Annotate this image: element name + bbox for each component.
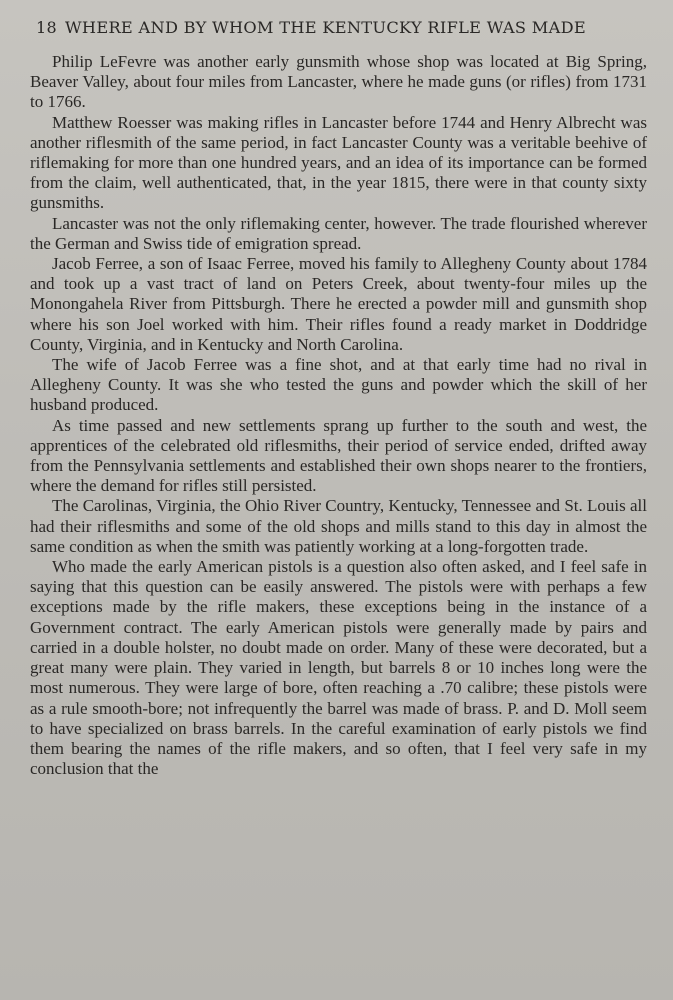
paragraph: The Carolinas, Virginia, the Ohio River Country, Kentucky, Tennessee and St. Louis all had their riflesmiths and some of the old shops and mills stand to this day in almost the same condition as when the smith was patiently working at a long-forgotten trade. [30, 496, 647, 556]
paragraph: Jacob Ferree, a son of Isaac Ferree, moved his family to Allegheny County about 1784 and took up a vast tract of land on Peters Creek, about twenty-four miles up the Monongahela River from Pittsburgh. There he erected a powder mill and gunsmith shop where his son Joel worked with him. Their rifles found a ready market in Doddridge County, Virginia, and in Kentucky and North Carolina. [30, 254, 647, 354]
paragraph: Who made the early American pistols is a question also often asked, and I feel safe in saying that this question can be easily answered. The pistols were with perhaps a few exceptions made by the rifle makers, these exceptions being in the instance of a Government contract. The early American pistols were generally made by pairs and carried in a double holster, no doubt made on order. Many of these were decorated, but a great many were plain. They varied in length, but barrels 8 or 10 inches long were the most numerous. They were large of bore, often reaching a .70 calibre; these pistols were as a rule smooth-bore; not infrequently the barrel was made of brass. P. and D. Moll seem to have specialized on brass barrels. In the careful examination of early pistols we find them bearing the names of the rifle makers, and so often, that I feel very safe in my conclusion that the [30, 557, 647, 779]
paragraph: The wife of Jacob Ferree was a fine shot, and at that early time had no rival in Allegheny County. It was she who tested the guns and powder which the skill of her husband produced. [30, 355, 647, 415]
body-text [30, 52, 647, 779]
paragraph: Lancaster was not the only riflemaking center, however. The trade flourished wherever the German and Swiss tide of emigration spread. [30, 213, 647, 253]
paragraph: Philip LeFevre was another early gunsmith whose shop was located at Big Spring, Beaver Valley, about four miles from Lancaster, where he made guns (or rifles) from 1731 to 1766. [30, 52, 647, 112]
paragraph: Matthew Roesser was making rifles in Lancaster before 1744 and Henry Albrecht was another riflesmith of the same period, in fact Lancaster County was a veritable beehive of riflemaking for more than one hundred years, and an idea of its importance can be formed from the claim, well authenticated, that, in the year 1815, there were in that county sixty gunsmiths. [30, 112, 647, 213]
page-header [36, 18, 647, 52]
running-title: WHERE AND BY WHOM THE KENTUCKY RIFLE WAS MADE [64, 18, 586, 37]
paragraph: As time passed and new settlements sprang up further to the south and west, the apprentices of the celebrated old riflesmiths, their period of service ended, drifted away from the Pennsylvania settlements and established their own shops nearer to the frontiers, where the demand for rifles still persisted. [30, 415, 647, 496]
page-number: 18 [36, 18, 57, 37]
